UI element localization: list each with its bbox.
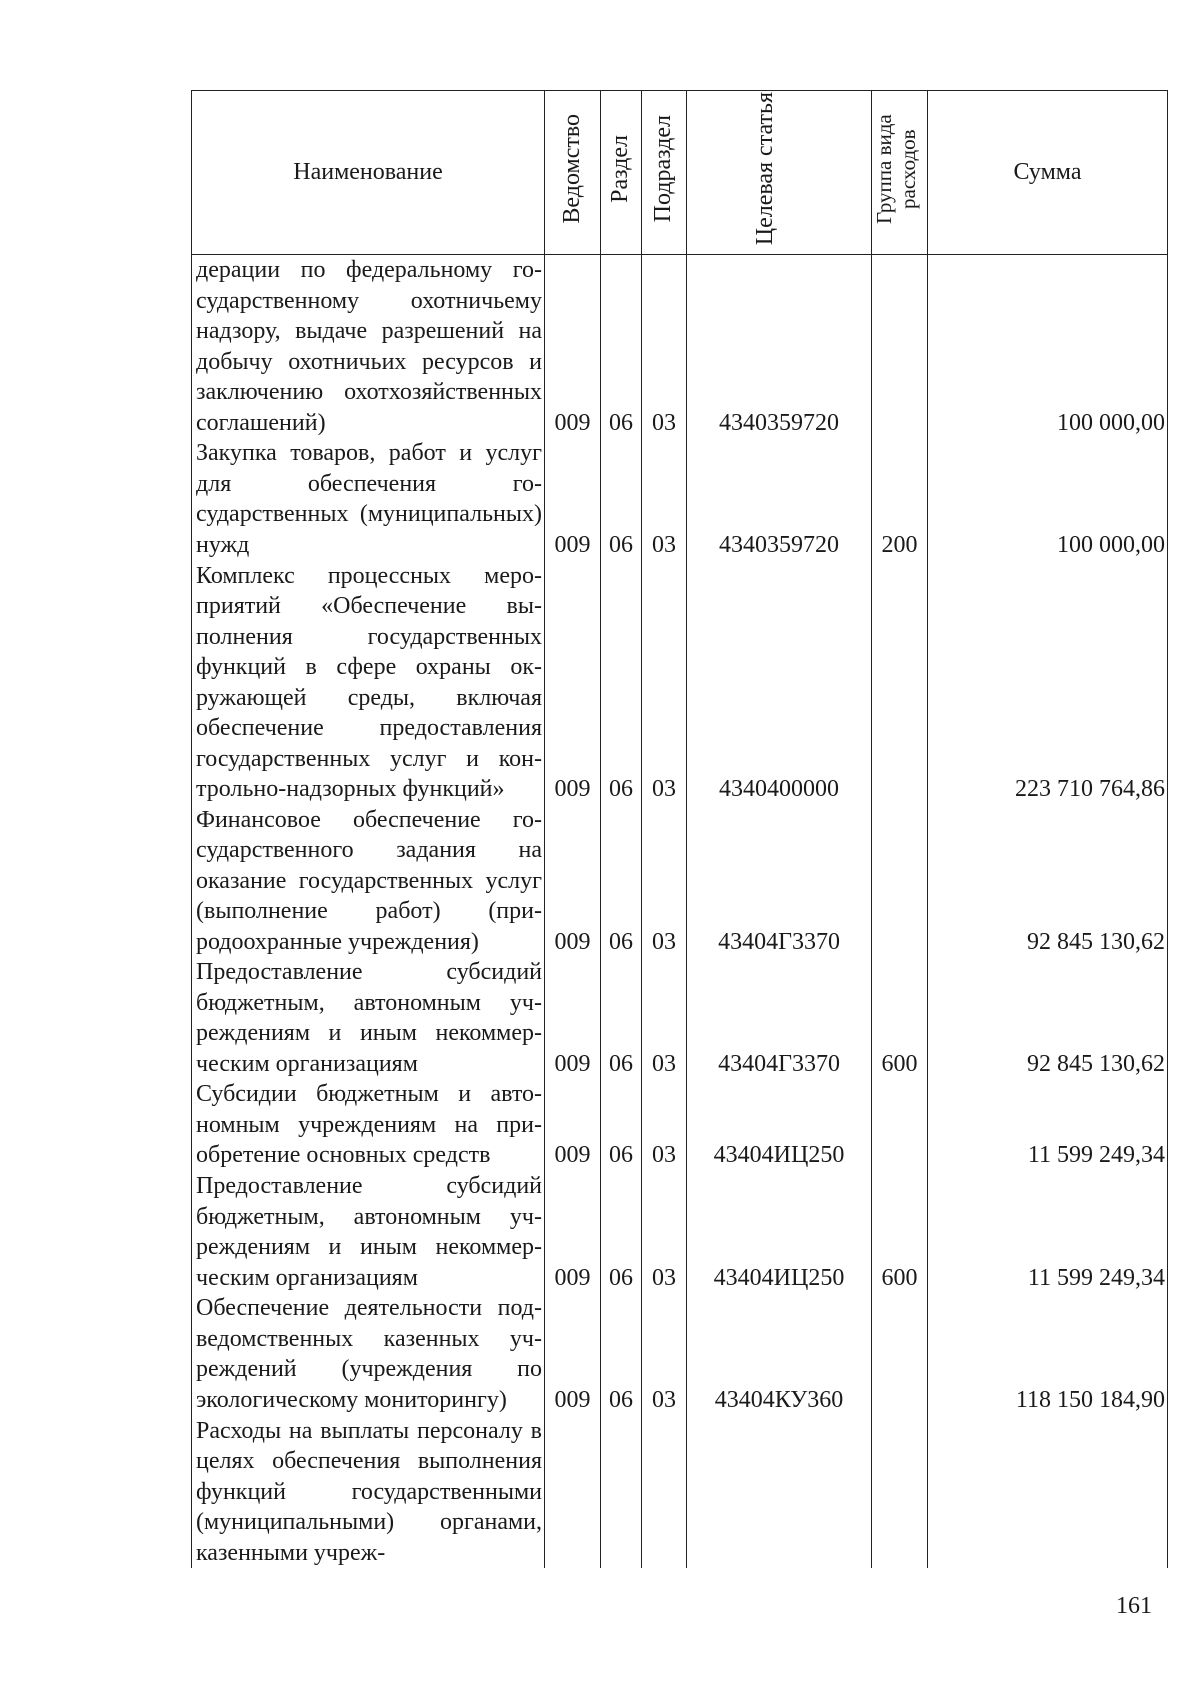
- row-section-cell: 06: [601, 438, 642, 560]
- row-department-cell: 009: [545, 1079, 601, 1171]
- row-subsection-cell: 03: [642, 1293, 687, 1415]
- table-row: [192, 1079, 1168, 1171]
- header-department: Ведомство: [545, 91, 601, 255]
- row-name-cell: Закупка товаров, работ и услуг для обеспечения государственных (муниципальных) нужд: [192, 438, 545, 560]
- row-amount-cell: 92 845 130,62: [928, 957, 1168, 1079]
- row-expense-group-cell: [872, 560, 928, 804]
- row-subsection-cell: 03: [642, 805, 687, 958]
- row-expense-group-cell: 600: [872, 957, 928, 1079]
- row-expense-group-cell: [872, 1293, 928, 1415]
- table-row: [192, 957, 1168, 1079]
- row-expense-group-cell: [872, 255, 928, 439]
- row-department-cell: 009: [545, 1171, 601, 1293]
- row-target-article-cell: 4340359720: [687, 255, 872, 439]
- table-row: [192, 805, 1168, 958]
- row-name-cell: дерации по федеральному государственному охотничьему надзору, выдаче разрешений на добычу охотничьих ресурсов и заключению охотхозяйственных соглашений): [192, 255, 545, 439]
- row-subsection-cell: 03: [642, 438, 687, 560]
- row-name-cell: Обеспечение деятельности подведомственных казенных учреждений (учреждения по экологическому мониторингу): [192, 1293, 545, 1415]
- row-amount-cell: 223 710 764,86: [928, 560, 1168, 804]
- table-row: [192, 560, 1168, 804]
- row-name-cell: Финансовое обеспечение государственного задания на оказание государственных услуг (выполнение работ) (природоохранные учреждения): [192, 805, 545, 958]
- row-section-cell: 06: [601, 1293, 642, 1415]
- row-expense-group-cell: [872, 805, 928, 958]
- row-amount-cell: 11 599 249,34: [928, 1079, 1168, 1171]
- row-target-article-cell: 43404КУ360: [687, 1293, 872, 1415]
- row-expense-group-cell: 600: [872, 1171, 928, 1293]
- row-target-article-cell: 43404Г3370: [687, 957, 872, 1079]
- header-amount: Сумма: [928, 91, 1168, 255]
- row-department-cell: 009: [545, 438, 601, 560]
- row-section-cell: 06: [601, 957, 642, 1079]
- row-department-cell: [545, 1415, 601, 1568]
- row-subsection-cell: [642, 1415, 687, 1568]
- row-target-article-cell: 4340359720: [687, 438, 872, 560]
- page-number: 161: [1116, 1593, 1152, 1619]
- row-subsection-cell: 03: [642, 1079, 687, 1171]
- row-department-cell: 009: [545, 805, 601, 958]
- row-subsection-cell: 03: [642, 255, 687, 439]
- row-department-cell: 009: [545, 1293, 601, 1415]
- table-row: [192, 255, 1168, 439]
- row-expense-group-cell: 200: [872, 438, 928, 560]
- row-expense-group-cell: [872, 1079, 928, 1171]
- header-subsection: Подраздел: [642, 91, 687, 255]
- table-row: [192, 438, 1168, 560]
- row-section-cell: 06: [601, 255, 642, 439]
- row-department-cell: 009: [545, 255, 601, 439]
- row-section-cell: [601, 1415, 642, 1568]
- row-target-article-cell: 43404Г3370: [687, 805, 872, 958]
- row-department-cell: 009: [545, 560, 601, 804]
- header-name: Наименование: [192, 91, 545, 255]
- table-row: [192, 1415, 1168, 1568]
- row-subsection-cell: 03: [642, 957, 687, 1079]
- table-body: [192, 255, 1168, 1569]
- row-department-cell: 009: [545, 957, 601, 1079]
- table-row: [192, 1171, 1168, 1293]
- row-amount-cell: [928, 1415, 1168, 1568]
- budget-table: [191, 90, 1168, 1568]
- header-section: Раздел: [601, 91, 642, 255]
- row-subsection-cell: 03: [642, 560, 687, 804]
- row-amount-cell: 92 845 130,62: [928, 805, 1168, 958]
- row-amount-cell: 100 000,00: [928, 438, 1168, 560]
- table-row: [192, 1293, 1168, 1415]
- row-amount-cell: 100 000,00: [928, 255, 1168, 439]
- row-section-cell: 06: [601, 1171, 642, 1293]
- row-expense-group-cell: [872, 1415, 928, 1568]
- row-target-article-cell: 43404ИЦ250: [687, 1171, 872, 1293]
- row-name-cell: Предоставление субсидий бюджетным, автономным учреждениям и иным некоммерческим организациям: [192, 1171, 545, 1293]
- row-amount-cell: 11 599 249,34: [928, 1171, 1168, 1293]
- table-header-row: [192, 91, 1168, 255]
- header-target-article: Целевая статья: [687, 91, 872, 255]
- row-target-article-cell: 43404ИЦ250: [687, 1079, 872, 1171]
- row-name-cell: Комплекс процессных мероприятий «Обеспечение выполнения государственных функций в сфере охраны окружающей среды, включая обеспечение предоставления государственных услуг и контрольно-надзорных функций»: [192, 560, 545, 804]
- row-section-cell: 06: [601, 805, 642, 958]
- row-section-cell: 06: [601, 1079, 642, 1171]
- row-name-cell: Субсидии бюджетным и автономным учреждениям на приобретение основных средств: [192, 1079, 545, 1171]
- header-expense-group: Группа вида расходов: [872, 91, 928, 255]
- row-section-cell: 06: [601, 560, 642, 804]
- row-name-cell: Расходы на выплаты персоналу в целях обеспечения выполнения функций государственными (муниципальными) органами, казенными учреж-: [192, 1415, 545, 1568]
- row-name-cell: Предоставление субсидий бюджетным, автономным учреждениям и иным некоммерческим организациям: [192, 957, 545, 1079]
- row-amount-cell: 118 150 184,90: [928, 1293, 1168, 1415]
- row-target-article-cell: 4340400000: [687, 560, 872, 804]
- row-subsection-cell: 03: [642, 1171, 687, 1293]
- row-target-article-cell: [687, 1415, 872, 1568]
